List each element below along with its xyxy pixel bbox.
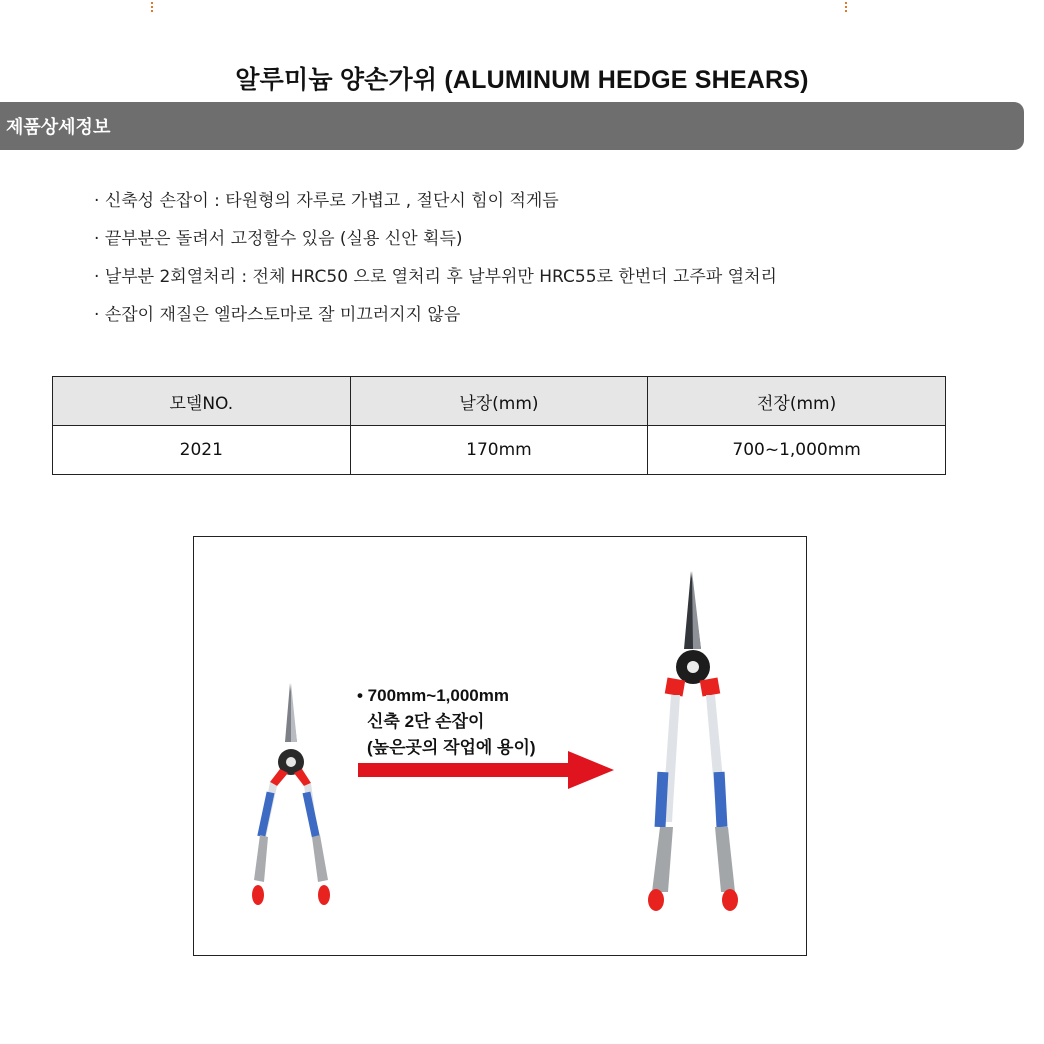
section-header (0, 102, 1024, 150)
shears-extended-image (648, 571, 738, 911)
shears-retracted-image (252, 683, 330, 905)
spec-cell-blade-length: 170mm (350, 426, 648, 475)
feature-item: · 끝부분은 돌려서 고정할수 있음 (실용 신안 획득) (94, 224, 777, 262)
photo-caption (357, 683, 536, 761)
table-row (53, 426, 946, 475)
spec-table (52, 376, 946, 475)
caption-length: • 700mm~1,000mm (357, 686, 509, 705)
feature-list (94, 186, 777, 338)
guide-marker-left (151, 2, 156, 12)
spec-header-model: 모델NO. (53, 377, 351, 426)
section-header-label: 제품상세정보 (6, 117, 111, 138)
spec-header-blade-length: 날장(mm) (350, 377, 648, 426)
spec-header-total-length: 전장(mm) (648, 377, 946, 426)
spec-cell-total-length: 700~1,000mm (648, 426, 946, 475)
feature-item: · 손잡이 재질은 엘라스토마로 잘 미끄러지지 않음 (94, 300, 777, 338)
feature-item: · 신축성 손잡이 : 타원형의 자루로 가볍고 , 절단시 힘이 적게듬 (94, 186, 777, 224)
product-photo (193, 536, 807, 956)
feature-item: · 날부분 2회열처리 : 전체 HRC50 으로 열처리 후 날부위만 HRC55로 한번더 고주파 열처리 (94, 262, 777, 300)
caption-feature: 신축 2단 손잡이 (367, 712, 485, 731)
page-title: 알루미늄 양손가위 (ALUMINUM HEDGE SHEARS) (235, 66, 809, 94)
guide-marker-right (845, 2, 850, 12)
spec-table-header-row (53, 377, 946, 426)
spec-cell-model: 2021 (53, 426, 351, 475)
caption-note: (높은곳의 작업에 용이) (367, 738, 536, 757)
